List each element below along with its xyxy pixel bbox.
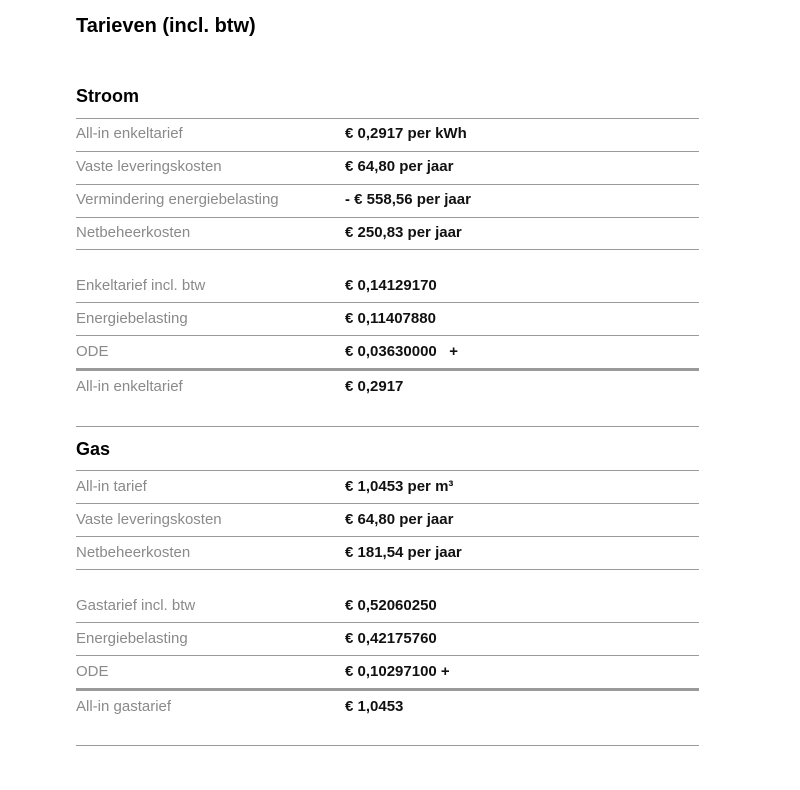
total-value: € 1,0453 (345, 698, 404, 715)
row-value: € 0,03630000 + (345, 343, 459, 360)
divider (76, 622, 699, 623)
row-label: All-in tarief (76, 478, 147, 495)
row-value: € 0,10297100 + (345, 663, 450, 680)
row-label: Gastarief incl. btw (76, 597, 196, 614)
total-label: All-in enkeltarief (76, 378, 183, 395)
divider (76, 151, 699, 152)
row-value: € 0,52060250 (345, 597, 437, 614)
row-value: € 250,83 per jaar (345, 224, 462, 241)
row-label: Vaste leveringskosten (76, 158, 222, 175)
row-label: Vermindering energiebelasting (76, 191, 279, 208)
row-label: Enkeltarief incl. btw (76, 277, 206, 294)
row-value: € 0,2917 per kWh (345, 125, 467, 142)
divider (76, 249, 699, 250)
row-value: € 1,0453 per m³ (345, 478, 454, 495)
row-label: ODE (76, 663, 109, 680)
row-label: Energiebelasting (76, 630, 188, 647)
divider (76, 184, 699, 185)
row-label: Vaste leveringskosten (76, 511, 222, 528)
row-value: € 64,80 per jaar (345, 511, 454, 528)
divider (76, 302, 699, 303)
divider (76, 335, 699, 336)
section-title-gas: Gas (76, 439, 111, 459)
row-label: Netbeheerkosten (76, 224, 191, 241)
row-value: € 0,14129170 (345, 277, 437, 294)
divider (76, 503, 699, 504)
row-value: € 64,80 per jaar (345, 158, 454, 175)
page-title: Tarieven (incl. btw) (76, 15, 256, 37)
section-title-stroom: Stroom (76, 86, 139, 106)
row-label: ODE (76, 343, 109, 360)
row-value: - € 558,56 per jaar (345, 191, 471, 208)
divider (76, 470, 699, 471)
row-value: € 0,42175760 (345, 630, 437, 647)
sum-divider (76, 368, 699, 371)
total-label: All-in gastarief (76, 698, 172, 715)
divider (76, 426, 699, 427)
divider (76, 118, 699, 119)
row-label: All-in enkeltarief (76, 125, 183, 142)
sum-divider (76, 688, 699, 691)
row-value: € 181,54 per jaar (345, 544, 462, 561)
row-label: Energiebelasting (76, 310, 188, 327)
divider (76, 745, 699, 746)
divider (76, 655, 699, 656)
divider (76, 217, 699, 218)
total-value: € 0,2917 (345, 378, 404, 395)
divider (76, 569, 699, 570)
divider (76, 536, 699, 537)
row-label: Netbeheerkosten (76, 544, 191, 561)
row-value: € 0,11407880 (345, 310, 436, 327)
